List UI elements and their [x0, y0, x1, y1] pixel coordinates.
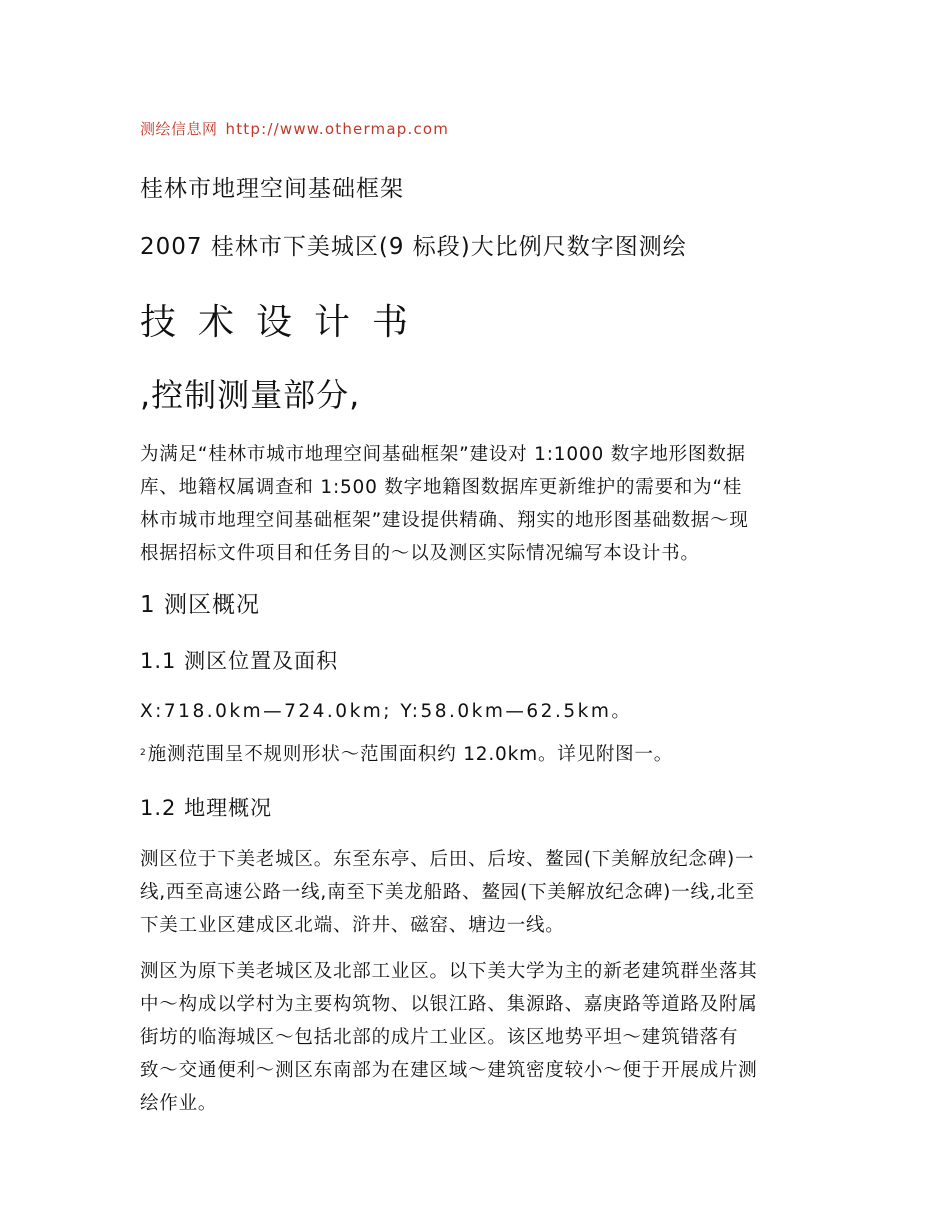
header-url-link[interactable]: http://www.othermap.com [225, 120, 450, 138]
paragraph-line: 致～交通便利～测区东南部为在建区域～建筑密度较小～便于开展成片测 [140, 1060, 758, 1081]
paragraph-line: 测区位于下美老城区。东至东亭、后田、后垵、鳌园(下美解放纪念碑)一 [140, 849, 755, 870]
intro-line: 为满足“桂林市城市地理空间基础框架”建设对 1:1000 数字地形图数据 [140, 444, 746, 465]
intro-paragraph [140, 438, 812, 570]
superscript-2: 2 [140, 748, 146, 758]
title-line-1: 桂林市地理空间基础框架 [140, 176, 404, 202]
title-line-2: 2007 桂林市下美城区(9 标段)大比例尺数字图测绘 [140, 234, 687, 260]
page-header [140, 118, 449, 139]
paragraph-line: 下美工业区建成区北端、浒井、磁窑、塘边一线。 [140, 915, 565, 936]
header-site-name: 测绘信息网 [140, 120, 218, 138]
section-heading-1-1: 1.1 测区位置及面积 [140, 649, 339, 673]
geography-paragraph-2 [140, 955, 812, 1120]
area-text: 施测范围呈不规则形状～范围面积约 12.0km。详见附图一。 [147, 744, 674, 765]
geography-paragraph-1 [140, 843, 812, 942]
document-title: 技术设计书 [140, 302, 431, 343]
paragraph-line: 绘作业。 [140, 1093, 218, 1114]
intro-line: 根据招标文件项目和任务目的～以及测区实际情况编写本设计书。 [140, 543, 700, 564]
paragraph-line: 中～构成以学村为主要构筑物、以银江路、集源路、嘉庚路等道路及附属 [140, 994, 758, 1015]
paragraph-line: 测区为原下美老城区及北部工业区。以下美大学为主的新老建筑群坐落其 [140, 961, 758, 982]
paragraph-line: 线,西至高速公路一线,南至下美龙船路、鳌园(下美解放纪念碑)一线,北至 [140, 882, 756, 903]
survey-area-text [140, 740, 673, 766]
paragraph-line: 街坊的临海城区～包括北部的成片工业区。该区地势平坦～建筑错落有 [140, 1027, 739, 1048]
intro-line: 库、地籍权属调查和 1:500 数字地籍图数据库更新维护的需要和为“桂 [140, 477, 743, 498]
section-heading-1-2: 1.2 地理概况 [140, 796, 273, 820]
intro-line: 林市城市地理空间基础框架”建设提供精确、翔实的地形图基础数据～现 [140, 510, 749, 531]
document-subtitle: ,控制测量部分, [140, 376, 361, 414]
coordinate-range: X:718.0km—724.0km; Y:58.0km—62.5km。 [140, 701, 633, 722]
section-heading-1: 1 测区概况 [140, 592, 260, 618]
